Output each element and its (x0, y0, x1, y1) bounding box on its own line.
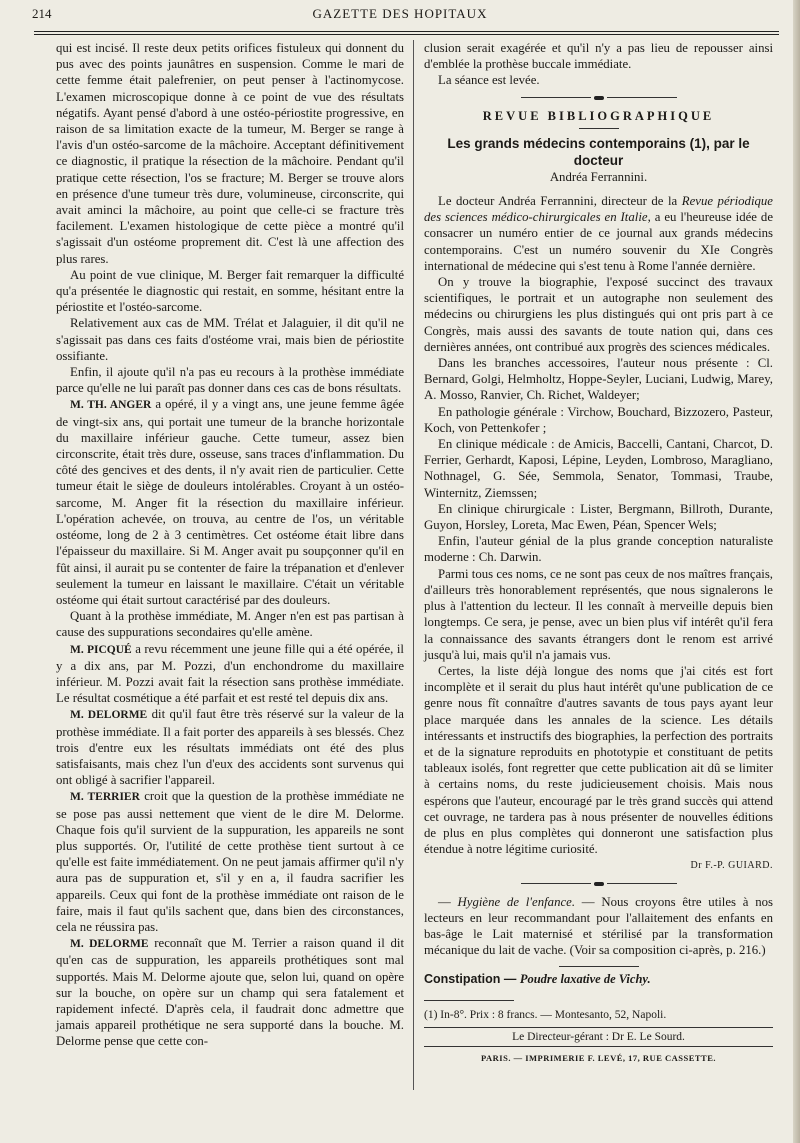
paragraph (56, 935, 404, 1049)
paragraph: Au point de vue clinique, M. Berger fait remarquer la difficulté qu'a présentée le diagnostic qui restait, en somme, hésitant entre la périostite et l'ostéo-sarcome. (56, 267, 404, 315)
paragraph: En clinique chirurgicale : Lister, Bergmann, Billroth, Durante, Guyon, Horsley, Loreta, Mac Ewen, Péan, Spencer Wels; (424, 501, 773, 533)
advert-line: Constipation — Poudre laxative de Vichy. (424, 972, 651, 987)
paragraph: Dans les branches accessoires, l'auteur nous présente : Cl. Bernard, Golgi, Helmholtz, Hoppe-Seyler, Luciani, Ludwig, Marey, A. Mosso, Ranvier, Ch. Richet, Waldeyer; (424, 356, 773, 403)
ornament-icon (594, 882, 604, 886)
paragraph (56, 641, 404, 707)
paragraph: qui est incisé. Il reste deux petits orifices fistuleux qui donnent du pus avec des points jaunâtres en suspension. Comme le mari de cette femme était palefrenier, on peut penser à l'actinomycose. L'examen microscopique donne à ce point de vue des résultats négatifs. Ayant pensé d'abord à une ostéo-périostite progressive, en raison de sa limitation exacte de la tumeur, M. Berger se range à l'avis d'un ostéo-sarcome de la mâchoire. Acceptant définitivement ce diagnostic, il pratique la résection de la mâchoire. Pendant qu'il pratique cette résection, l'os se fracture; M. Berger se trouve alors en présence d'une tumeur très dure, volumineuse, circonscrite, qui avait aminci la mâchoire, au point que celle-ci se fracture très facilement. L'examen histologique de cette pièce a montré qu'il s'agissait d'un ostéome proprement dit. C'est là une affection des plus rares. (56, 41, 404, 266)
left-column (56, 40, 404, 1050)
paragraph-text: a opéré, il y a vingt ans, une jeune femme âgée de vingt-six ans, qui portait une tumeur de la branche horizontale du maxillaire inférieur gauche. Cette tumeur, assez bien circonscrite, était très dure, osseuse, sans traces d'inflammation. Du côté des gencives et des dents, il n'y avait rien de particulier. Cette tumeur était le siège de douleurs intolérables. Croyant à un ostéo-sarcome, M. Anger fit la résection du maxillaire inférieur. L'opération achevée, on trouva, au centre de l'os, un véritable ostéome, long de 2 à 3 centimètres. Cet ostéome était libre dans l'épaisseur du maxillaire. Si M. Anger avait pu soupçonner qu'il en fût ainsi, il aurait pu se contenter de faire la trépanation et d'enlever seulement la tumeur en laissant le maxillaire. C'était un véritable ostéome qui était surtout caractérisé par des douleurs. (56, 397, 404, 607)
paragraph (56, 396, 404, 608)
footnote: (1) In-8°. Prix : 8 francs. — Montesanto, 52, Napoli. (424, 1008, 667, 1021)
speaker-name: M. TH. ANGER (70, 399, 152, 412)
paragraph: On y trouve la biographie, l'exposé succinct des travaux scientifiques, le portrait et un autographe non seulement des médecins ou chirurgiens les plus distingués qui ont pris part à ce Congrès, mais aussi des savants de toute nation qui, dans ces dernières années, ont contribué aux progrès des sciences médicales. (424, 275, 773, 354)
paragraph: Parmi tous ces noms, ce ne sont pas ceux de nos maîtres français, d'ailleurs très honorablement représentés, que nous signalerons le plus à l'attention du lecteur. Il les connaît à merveille depuis bien longtemps. Ce sera, je pense, avec un bien plus vif intérêt qu'il fera la connaissance des savants étrangers dont le renom est arrivé jusqu'à lui, mais qu'il n'a jamais vus. (424, 566, 773, 662)
column-divider (413, 40, 414, 1090)
binding-edge (793, 0, 800, 1143)
paragraph: — Hygiène de l'enfance. — Nous croyons être utiles à nos lecteurs en leur recommandant pour l'allaitement des enfants en bas-âge le Lait maternisé et stérilisé par la transformation mécanique du lait de vache. (Voir sa composition ci-après, p. 216.) (424, 894, 773, 958)
paragraph: clusion serait exagérée et qu'il n'y a pas lieu de repousser ainsi d'emblée la prothèse buccale immédiate. (424, 41, 773, 72)
page-number: 214 (32, 6, 52, 21)
speaker-name: M. DELORME (70, 709, 148, 722)
paragraph: Enfin, l'auteur génial de la plus grande conception naturaliste moderne : Ch. Darwin. (424, 534, 773, 565)
paragraph: En pathologie générale : Virchow, Bouchard, Bizzozero, Pasteur, Koch, von Pettenkofer ; (424, 404, 773, 435)
speaker-name: M. DELORME (70, 938, 149, 951)
journal-title: Revue périodique des sciences médico-chirurgicales en Italie (424, 194, 773, 225)
paragraph-text: reconnaît que M. Terrier a raison quand il dit qu'en cas de suppuration, les appareils prothétiques sont mal supportés. Mais M. Delorme ajoute que, selon lui, quand on opère sur la bouche, on opère sur un champ qui sera fatalement et rapidement infecté. D'après cela, il faudrait donc admettre que jamais appareil prothétique ne sera supporté dans la bouche. M. Delorme pense que cette con- (56, 936, 404, 1049)
page-header (0, 4, 800, 22)
paragraph: La séance est levée. (438, 73, 540, 88)
paragraph-text: a revu récemment une jeune fille qui a été opérée, il y a dix ans, par M. Pozzi, d'un enchondrome du maxillaire inférieur. M. Pozzi avait fait la résection sans prothèse immédiate. Le résultat cosmétique a été parfait et est resté tel depuis dix ans. (56, 641, 404, 706)
ornament-icon (594, 96, 604, 100)
header-rule (34, 31, 779, 35)
speaker-name: M. PICQUÉ (70, 643, 132, 656)
right-column (424, 40, 773, 1066)
paragraph (56, 788, 404, 935)
signature: Dr F.-P. GUIARD. (690, 860, 773, 872)
printer-imprint: PARIS. — IMPRIMERIE F. LEVÉ, 17, RUE CASSETTE. (480, 1052, 717, 1063)
notice-title: Hygiène de l'enfance. (457, 894, 576, 909)
running-title: GAZETTE DES HOPITAUX (312, 6, 488, 21)
speaker-name: M. TERRIER (70, 791, 140, 804)
notice-rule (559, 966, 639, 967)
ornament-divider (424, 882, 773, 886)
book-author: Andréa Ferrannini. (549, 169, 648, 184)
gerant-line: Le Directeur-gérant : Dr E. Le Sourd. (424, 1027, 773, 1047)
paragraph: Certes, la liste déjà longue des noms que j'ai cités est fort incomplète et il serait du plus haut intérêt qu'une publication de ce genre nous fît connaître d'autres savants de tous pays ayant leur place marquée dans les annales de la science. Les détails intéressants et instructifs des biographies, la perfection des portraits et de la signature reproduits en phototypie et constituant de petits tableaux isolés, font regretter que cette publication ait dû se limiter à certains noms, du reste judicieusement choisis. Mais nous espérons que l'auteur, encouragé par le très grand succès qui attend cet ouvrage, ne tardera pas à nous présenter de nouvelles éditions de plus en plus complètes qui donneront une satisfaction plus étendue à notre légitime curiosité. (424, 663, 773, 857)
paragraph: Quant à la prothèse immédiate, M. Anger n'en est pas partisan à cause des suppurations secondaires qu'elle amène. (56, 609, 404, 640)
section-title: REVUE BIBLIOGRAPHIQUE (482, 108, 715, 123)
paragraph: Enfin, il ajoute qu'il n'a pas eu recours à la prothèse immédiate parce qu'elle ne lui paraît pas donner dans ces cas de bons résultats. (56, 365, 404, 396)
paragraph (56, 706, 404, 788)
paragraph-text: croit que la question de la prothèse immédiate ne se pose pas aussi nettement que vient de le dire M. Delorme. Chaque fois qu'il survient de la suppuration, les appareils ne sont plus supportés. Or, l'utilité de cette prothèse tient surtout à ce qu'elle est faite immédiatement. On ne peut jamais affirmer qu'il n'y aura pas de suppuration et, s'il y en a, il faudra sacrifier les appareils. Ceux qui font de la prothèse immédiate ont raison de le faire, mais il faut qu'ils sachent que, dans bien des circonstances, cela ne réussira pas. (56, 789, 404, 934)
paragraph: Relativement aux cas de MM. Trélat et Jalaguier, il dit qu'il ne s'agissait pas dans ces faits d'ostéome vrai, mais bien de périostite ossifiante. (56, 316, 404, 363)
ornament-divider (424, 96, 773, 100)
footnote-rule (424, 1000, 514, 1001)
paragraph: En clinique médicale : de Amicis, Baccelli, Cantani, Charcot, D. Ferrier, Gerhardt, Kaposi, Lépine, Leyden, Lombroso, Maragliano, Nothnagel, G. Sée, Semmola, Senator, Tommasi, Traube, Winternitz, Ziemssen; (424, 437, 773, 500)
paragraph: Le docteur Andréa Ferrannini, directeur de la Revue périodique des sciences médico-chirurgicales en Italie, a eu l'heureuse idée de consacrer un numéro entier de ce journal aux grands médecins contemporains. C'est un numéro souvenir du XIe Congrès international de médecine qui s'est tenu à Rome l'année dernière. (424, 194, 773, 273)
paragraph-text: dit qu'il faut être très réservé sur la valeur de la prothèse immédiate. Il a fait porter des appareils à ses blessés. Chez trois d'entre eux les résultats immédiats ont été des plus satisfaisants, mais chez l'un d'eux des accidents sont survenus qui ont obligé à sacrifier l'appareil. (56, 707, 404, 788)
book-title: Les grands médecins contemporains (1), par le docteur (447, 135, 750, 168)
section-rule (579, 128, 619, 129)
